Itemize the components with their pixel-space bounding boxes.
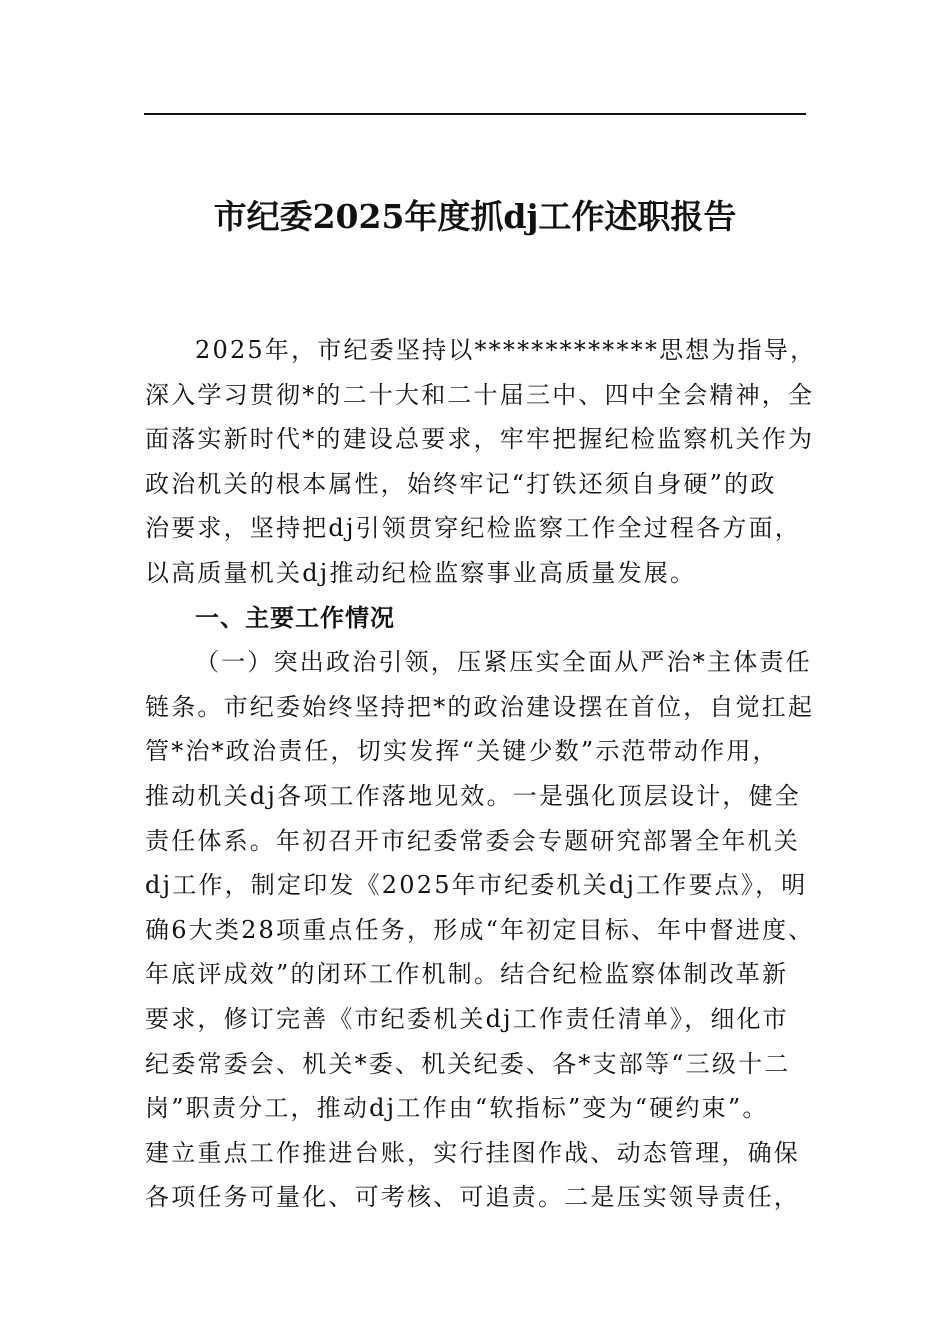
paragraph-line: 要求，修订完善《市纪委机关dj工作责任清单》，细化市 <box>145 1004 790 1033</box>
paragraph-line: dj工作，制定印发《2025年市纪委机关dj工作要点》，明 <box>145 871 808 900</box>
paragraph-line: 纪委常委会、机关*委、机关纪委、各*支部等“三级十二 <box>145 1049 791 1078</box>
paragraph-line: 治要求，坚持把dj引领贯穿纪检监察工作全过程各方面， <box>145 514 802 543</box>
paragraph-line: 政治机关的根本属性，始终牢记“打铁还须自身硬”的政 <box>145 469 777 498</box>
paragraph-line: 建立重点工作推进台账，实行挂图作战、动态管理，确保 <box>145 1138 800 1167</box>
paragraph-line: 2025年，市纪委坚持以*************思想为指导， <box>195 336 817 364</box>
paragraph-line: 各项任务可量化、可考核、可追责。二是压实领导责任， <box>145 1183 800 1212</box>
paragraph-line: 岗”职责分工，推动dj工作由“软指标”变为“硬约束”。 <box>145 1094 769 1123</box>
section-heading: 一、主要工作情况 <box>195 602 395 632</box>
paragraph-line: 管*治*政治责任，切实发挥“关键少数”示范带动作用， <box>145 737 779 766</box>
document-title: 市纪委2025年度抓dj工作述职报告 <box>213 197 737 236</box>
paragraph-line: 责任体系。年初召开市纪委常委会专题研究部署全年机关 <box>145 826 800 855</box>
header-rule <box>144 113 806 115</box>
document-body <box>145 328 817 1220</box>
paragraph-line: 深入学习贯彻*的二十大和二十届三中、四中全会精神，全 <box>145 380 815 409</box>
paragraph-line: 链条。市纪委始终坚持把*的政治建设摆在首位，自觉扛起 <box>145 692 815 721</box>
paragraph-line: 面落实新时代*的建设总要求，牢牢把握纪检监察机关作为 <box>145 425 815 454</box>
paragraph-line: 确6大类28项重点任务，形成“年初定目标、年中督进度、 <box>145 915 815 944</box>
paragraph-line: 年底评成效”的闭环工作机制。结合纪检监察体制改革新 <box>145 960 789 989</box>
paragraph-line: 推动机关dj各项工作落地见效。一是强化顶层设计，健全 <box>145 781 802 810</box>
paragraph-line: 以高质量机关dj推动纪检监察事业高质量发展。 <box>145 558 697 587</box>
paragraph-line: （一）突出政治引领，压紧压实全面从严治*主体责任 <box>195 648 812 677</box>
